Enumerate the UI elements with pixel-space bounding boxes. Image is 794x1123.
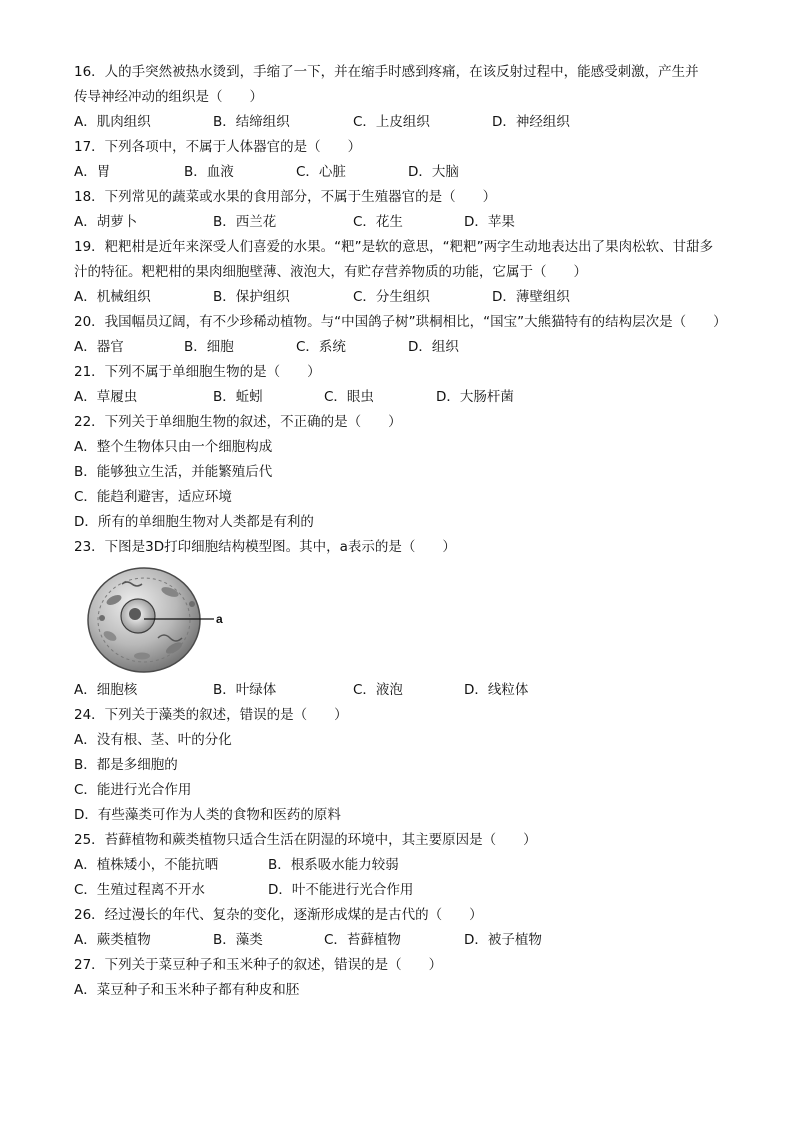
option-a: A．机械组织	[74, 289, 151, 305]
option-c: C．上皮组织	[353, 114, 430, 130]
option-b: B．藻类	[213, 932, 263, 948]
option-c: C．心脏	[296, 164, 346, 180]
option-d: D．被子植物	[464, 932, 542, 948]
option-a: A．肌肉组织	[74, 114, 151, 130]
option-b: B．细胞	[184, 339, 234, 355]
question-22	[74, 410, 734, 535]
question-26	[74, 903, 734, 953]
question-16	[74, 60, 734, 135]
option-c: C．分生组织	[353, 289, 430, 305]
options-row	[74, 110, 734, 135]
option-d: D．叶不能进行光合作用	[268, 882, 414, 898]
option-a: A．菜豆种子和玉米种子都有种皮和胚	[74, 982, 300, 998]
option-c: C．生殖过程离不开水	[74, 882, 205, 898]
option-d: D．苹果	[464, 214, 515, 230]
option-d: D．神经组织	[492, 114, 570, 130]
option-c: C．能趋利避害，适应环境	[74, 489, 232, 505]
option-c: C．花生	[353, 214, 403, 230]
question-stem: 20．我国幅员辽阔，有不少珍稀动植物。与“中国鸽子树”珙桐相比，“国宝”大熊猫特有的结构层次是（ ）	[74, 314, 727, 330]
question-27	[74, 953, 734, 1003]
option-a: A．胃	[74, 164, 111, 180]
option-b: B．保护组织	[213, 289, 290, 305]
option-c: C．系统	[296, 339, 346, 355]
options-row	[74, 385, 734, 410]
option-a: A．细胞核	[74, 682, 138, 698]
option-d: D．组织	[408, 339, 459, 355]
option-c: C．液泡	[353, 682, 403, 698]
question-stem: 25．苔藓植物和蕨类植物只适合生活在阴湿的环境中，其主要原因是（ ）	[74, 832, 537, 848]
option-c: C．眼虫	[324, 389, 374, 405]
question-stem: 18．下列常见的蔬菜或水果的食用部分，不属于生殖器官的是（ ）	[74, 189, 497, 205]
question-stem: 23．下图是3D打印细胞结构模型图。其中，a表示的是（ ）	[74, 539, 456, 555]
question-17	[74, 135, 734, 185]
option-a: A．植株矮小，不能抗晒	[74, 857, 219, 873]
options-row	[74, 160, 734, 185]
option-a: A．整个生物体只由一个细胞构成	[74, 439, 273, 455]
options-row	[74, 878, 734, 903]
option-b: B．蚯蚓	[213, 389, 263, 405]
option-a: A．胡萝卜	[74, 214, 138, 230]
question-stem: 17．下列各项中，不属于人体器官的是（ ）	[74, 139, 362, 155]
option-c: C．能进行光合作用	[74, 782, 192, 798]
options-row	[74, 210, 734, 235]
option-d: D．有些藻类可作为人类的食物和医药的原料	[74, 807, 341, 823]
options-row	[74, 678, 734, 703]
option-b: B．结缔组织	[213, 114, 290, 130]
question-stem: 传导神经冲动的组织是（ ）	[74, 89, 263, 105]
cell-model-figure	[74, 560, 734, 678]
options-row	[74, 285, 734, 310]
option-a: A．草履虫	[74, 389, 138, 405]
cell-model-image	[82, 564, 232, 676]
option-b: B．西兰花	[213, 214, 277, 230]
question-24	[74, 703, 734, 828]
option-d: D．大脑	[408, 164, 459, 180]
question-23	[74, 535, 734, 703]
option-b: B．都是多细胞的	[74, 757, 178, 773]
options-row	[74, 928, 734, 953]
option-b: B．血液	[184, 164, 234, 180]
question-stem: 27．下列关于菜豆种子和玉米种子的叙述，错误的是（ ）	[74, 957, 443, 973]
question-stem: 汁的特征。粑粑柑的果肉细胞壁薄、液泡大，有贮存营养物质的功能，它属于（ ）	[74, 264, 587, 280]
option-b: B．根系吸水能力较弱	[268, 857, 399, 873]
question-stem: 24．下列关于藻类的叙述，错误的是（ ）	[74, 707, 348, 723]
option-c: C．苔藓植物	[324, 932, 401, 948]
option-a: A．蕨类植物	[74, 932, 151, 948]
options-row	[74, 853, 734, 878]
option-a: A．器官	[74, 339, 124, 355]
option-d: D．薄壁组织	[492, 289, 570, 305]
option-a: A．没有根、茎、叶的分化	[74, 732, 232, 748]
question-25	[74, 828, 734, 903]
question-stem: 22．下列关于单细胞生物的叙述，不正确的是（ ）	[74, 414, 402, 430]
question-stem: 19．粑粑柑是近年来深受人们喜爱的水果。“粑”是软的意思，“粑粑”两字生动地表达出了果肉松软、甘甜多	[74, 239, 714, 255]
question-20	[74, 310, 734, 360]
question-sheet	[74, 60, 734, 1003]
options-row	[74, 335, 734, 360]
question-18	[74, 185, 734, 235]
question-stem: 21．下列不属于单细胞生物的是（ ）	[74, 364, 321, 380]
question-stem: 26．经过漫长的年代、复杂的变化，逐渐形成煤的是古代的（ ）	[74, 907, 483, 923]
option-b: B．能够独立生活，并能繁殖后代	[74, 464, 273, 480]
option-d: D．线粒体	[464, 682, 529, 698]
option-d: D．所有的单细胞生物对人类都是有利的	[74, 514, 314, 530]
question-19	[74, 235, 734, 310]
figure-label-a: a	[216, 612, 223, 626]
option-d: D．大肠杆菌	[436, 389, 514, 405]
question-21	[74, 360, 734, 410]
option-b: B．叶绿体	[213, 682, 277, 698]
question-stem: 16．人的手突然被热水烫到，手缩了一下，并在缩手时感到疼痛，在该反射过程中，能感受刺激，产生并	[74, 64, 699, 80]
